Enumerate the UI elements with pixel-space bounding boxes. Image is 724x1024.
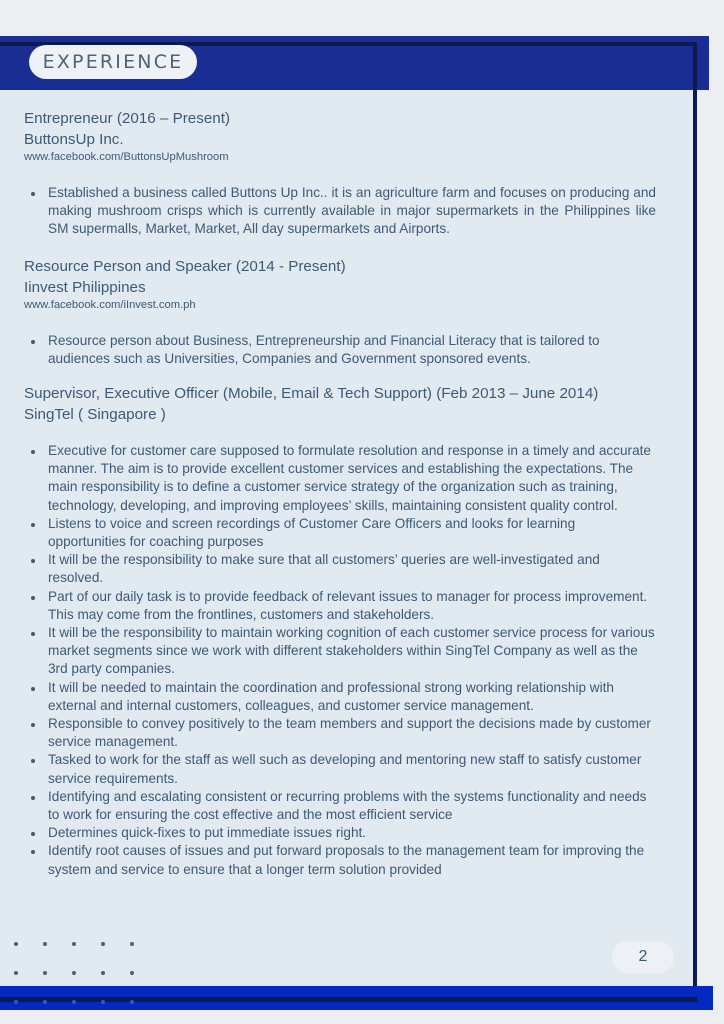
job-link[interactable]: www.facebook.com/ButtonsUpMushroom [24, 151, 229, 163]
bullet-item: Identifying and escalating consistent or recurring problems with the systems functionality and needs to work for ensuring the cost effective and the most efficient service [48, 788, 656, 824]
decorative-dot [101, 971, 105, 975]
decorative-dot [72, 971, 76, 975]
decorative-dot [14, 1000, 18, 1004]
bullet-item: Executive for customer care supposed to formulate resolution and response in a timely and accurate manner. The aim is to provide excellent customer services and establishing the expectations. The main responsibility is to define a customer service strategy of the organization such as training, technology, developing, and improving employees’ skills, maintaining consistent quality control. [48, 442, 656, 515]
bullet-item: It will be the responsibility to maintain working cognition of each customer service process for various market segments since we work with different stakeholders within SingTel Company as well as the 3rd party companies. [48, 624, 656, 679]
page-number: 2 [612, 941, 674, 973]
job-entry [24, 256, 656, 368]
job-title: Resource Person and Speaker (2014 - Present) [24, 257, 346, 275]
section-title: EXPERIENCE [29, 45, 197, 79]
bullet-item: Established a business called Buttons Up Inc.. it is an agriculture farm and focuses on producing and making mushroom crisps which is currently available in major supermarkets in the Philippines like SM supermalls, Market, Market, All day supermarkets and Airports. [48, 184, 656, 239]
decorative-dot [72, 942, 76, 946]
bullet-item: Identify root causes of issues and put forward proposals to the management team for improving the system and service to ensure that a longer term solution provided [48, 842, 656, 878]
decorative-dot [14, 971, 18, 975]
bullet-item: It will be needed to maintain the coordination and professional strong working relationship with external and internal customers, colleagues, and customer service management. [48, 679, 656, 715]
decorative-dot [130, 971, 134, 975]
decorative-dot [72, 1000, 76, 1004]
decorative-dot [130, 942, 134, 946]
job-company: SingTel ( Singapore ) [24, 406, 166, 424]
bullet-item: Responsible to convey positively to the team members and support the decisions made by customer service management. [48, 715, 656, 751]
job-bullets [24, 442, 656, 879]
experience-content [24, 108, 656, 879]
decorative-dot [14, 942, 18, 946]
bullet-item: Tasked to work for the staff as well such as developing and mentoring new staff to satisfy customer service requirements. [48, 751, 656, 787]
job-link[interactable]: www.facebook.com/iInvest.com.ph [24, 298, 196, 311]
job-company: ButtonsUp Inc. [24, 131, 124, 148]
job-bullets [24, 184, 656, 239]
decorative-dot [43, 1000, 47, 1004]
job-entry [24, 383, 656, 879]
job-title: Supervisor, Executive Officer (Mobile, Email & Tech Support) (Feb 2013 – June 2014) [24, 385, 599, 403]
decorative-dot [130, 1000, 134, 1004]
job-company: Iinvest Philippines [24, 278, 146, 296]
bullet-item: Determines quick-fixes to put immediate issues right. [48, 824, 656, 842]
job-bullets [24, 332, 656, 368]
bullet-item: Resource person about Business, Entrepreneurship and Financial Literacy that is tailored to audiences such as Universities, Companies and Government sponsored events. [48, 332, 656, 368]
decorative-dot [43, 942, 47, 946]
bullet-item: Listens to voice and screen recordings of Customer Care Officers and looks for learning opportunities for coaching purposes [48, 515, 656, 551]
decorative-dot [43, 971, 47, 975]
decorative-dot [101, 1000, 105, 1004]
bullet-item: It will be the responsibility to make sure that all customers’ queries are well-investigated and resolved. [48, 551, 656, 587]
decorative-dot [101, 942, 105, 946]
job-title: Entrepreneur (2016 – Present) [24, 110, 230, 127]
job-entry [24, 108, 656, 239]
frame-border-right [693, 42, 697, 1002]
bullet-item: Part of our daily task is to provide feedback of relevant issues to manager for process improvement. This may come from the frontlines, customers and stakeholders. [48, 588, 656, 624]
